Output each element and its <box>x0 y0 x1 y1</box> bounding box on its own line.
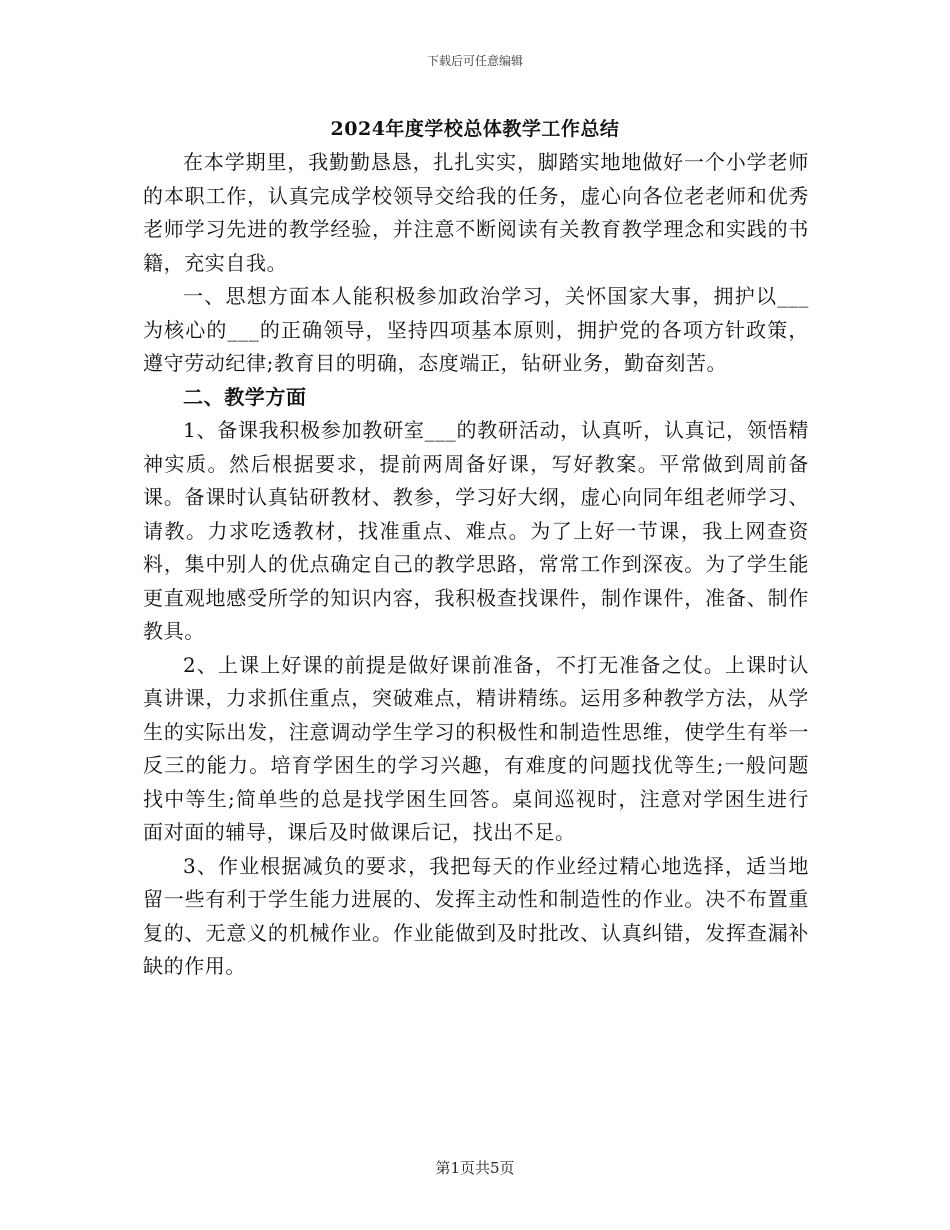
paragraph-homework: 3、作业根据减负的要求，我把每天的作业经过精心地选择，适当地留一些有利于学生能力进展的、发挥主动性和制造性的作业。决不布置重复的、无意义的机械作业。作业能做到及时批改、认真纠错，发挥查漏补缺的作用。 <box>143 853 809 978</box>
document-body <box>143 146 809 984</box>
paragraph-lesson-prep: 1、备课我积极参加教研室___的教研活动，认真听，认真记，领悟精神实质。然后根据要求，提前两周备好课，写好教案。平常做到周前备课。备课时认真钻研教材、教参，学习好大纲，虚心向同年组老师学习、请教。力求吃透教材，找准重点、难点。为了上好一节课，我上网查资料，集中别人的优点确定自己的教学思路，常常工作到深夜。为了学生能更直观地感受所学的知识内容，我积极查找课件，制作课件，准备、制作教具。 <box>143 418 809 643</box>
header-note: 下载后可任意编辑 <box>426 54 523 68</box>
paragraph-intro: 在本学期里，我勤勤恳恳，扎扎实实，脚踏实地地做好一个小学老师的本职工作，认真完成学校领导交给我的任务，虚心向各位老老师和优秀老师学习先进的教学经验，并注意不断阅读有关教育教学理念和实践的书籍，充实自我。 <box>143 150 809 275</box>
section-heading-teaching: 二、教学方面 <box>183 384 307 409</box>
document-title: 2024年度学校总体教学工作总结 <box>330 118 620 140</box>
page-number: 第1页共5页 <box>435 1159 515 1177</box>
paragraph-class-teaching: 2、上课上好课的前提是做好课前准备，不打无准备之仗。上课时认真讲课，力求抓住重点，突破难点，精讲精练。运用多种教学方法，从学生的实际出发，注意调动学生学习的积极性和制造性思维，使学生有举一反三的能力。培育学困生的学习兴趣，有难度的问题找优等生;一般问题找中等生;简单些的总是找学困生回答。桌间巡视时，注意对学困生进行面对面的辅导，课后及时做课后记，找出不足。 <box>143 652 809 844</box>
paragraph-ideology: 一、思想方面本人能积极参加政治学习，关怀国家大事，拥护以___为核心的___的正确领导，坚持四项基本原则，拥护党的各项方针政策，遵守劳动纪律;教育目的明确，态度端正，钻研业务，勤奋刻苦。 <box>143 284 809 375</box>
